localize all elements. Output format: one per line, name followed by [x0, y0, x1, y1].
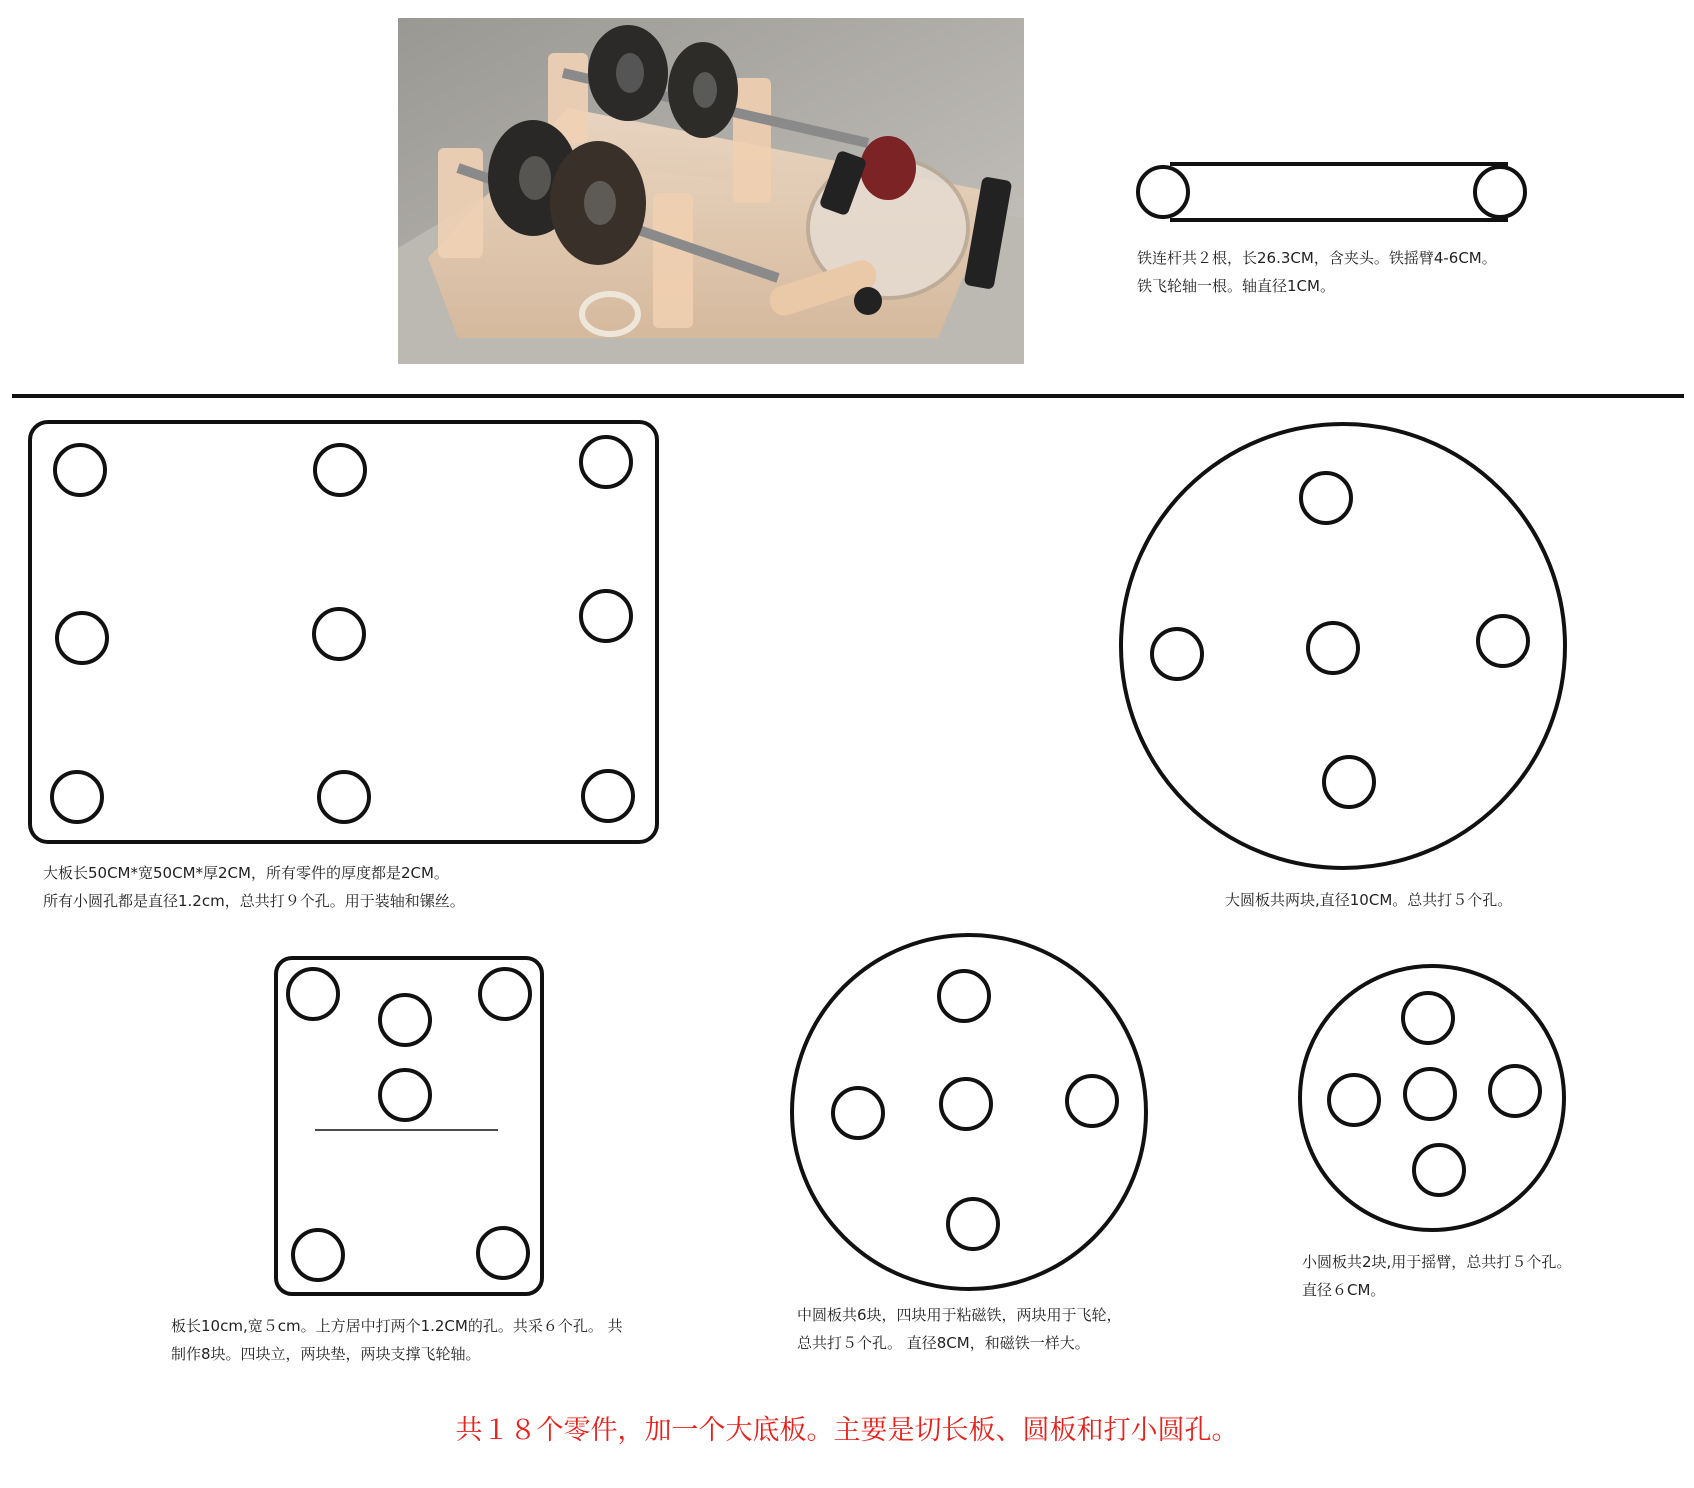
medium-disc-note-line-2: 总共打５个孔。 直径8CM，和磁铁一样大。: [797, 1334, 1090, 1352]
rod-note: [1137, 244, 1497, 300]
medium-disc-note: [797, 1301, 1122, 1357]
medium-disc-note-line-1: 中圆板共6块，四块用于粘磁铁，两块用于飞轮，: [797, 1306, 1122, 1324]
summary-text: 共１８个零件，加一个大底板。主要是切长板、圆板和打小圆孔。: [455, 1415, 1239, 1446]
small-disc-note: [1302, 1248, 1571, 1304]
big-plate-note: [43, 859, 465, 915]
small-plate-note: [171, 1312, 623, 1368]
big-plate-note-line-1: 大板长50CM*宽50CM*厚2CM，所有零件的厚度都是2CM。: [43, 864, 449, 882]
big-plate-note-line-2: 所有小圆孔都是直径1.2cm，总共打９个孔。用于装轴和镙丝。: [43, 892, 465, 910]
small-plate-note-line-2: 制作8块。四块立，两块垫，两块支撑飞轮轴。: [171, 1345, 481, 1363]
small-disc-note-line-2: 直径６CM。: [1302, 1281, 1386, 1299]
small-plate-drawing: [276, 958, 542, 1294]
large-disc-note-line-1: 大圆板共两块,直径10CM。总共打５个孔。: [1225, 891, 1513, 909]
large-disc-note: [1225, 886, 1512, 914]
medium-disc-drawing: [792, 935, 1146, 1289]
small-disc-drawing: [1300, 966, 1564, 1230]
small-disc-note-line-1: 小圆板共2块,用于摇臂，总共打５个孔。: [1302, 1253, 1572, 1271]
large-disc-drawing: [1121, 424, 1565, 868]
small-plate-note-line-1: 板长10cm,宽５cm。上方居中打两个1.2CM的孔。共采６个孔。 共: [171, 1317, 623, 1335]
iron-rod-drawing: [1138, 164, 1525, 220]
rod-note-line-1: 铁连杆共２根，长26.3CM，含夹头。铁摇臂4-6CM。: [1137, 249, 1497, 267]
big-plate-drawing: [30, 422, 657, 842]
rod-note-line-2: 铁飞轮轴一根。轴直径1CM。: [1137, 277, 1335, 295]
